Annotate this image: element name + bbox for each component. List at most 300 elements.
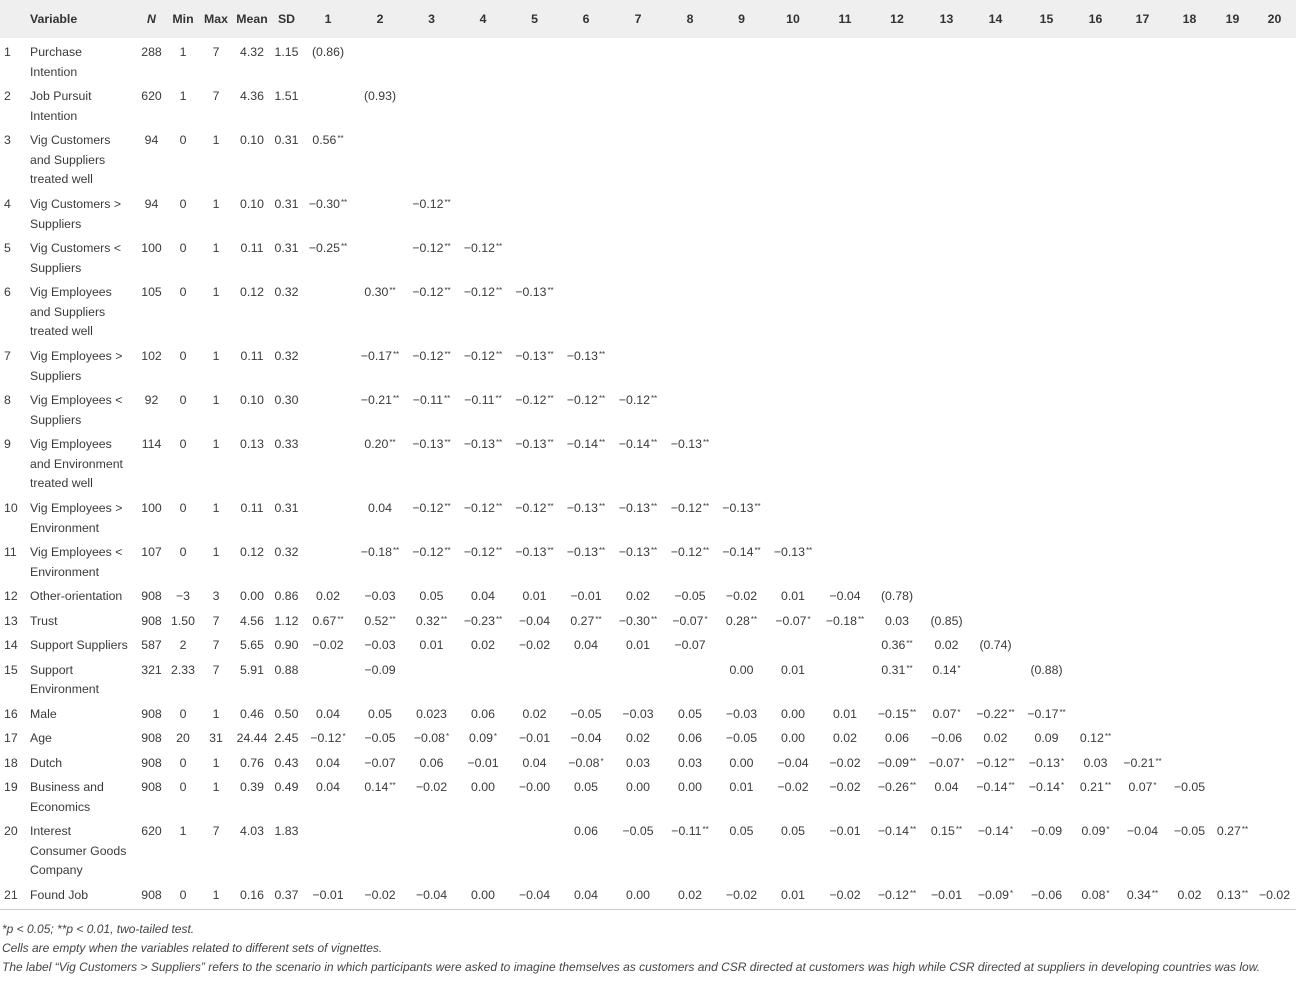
correlation-cell xyxy=(509,656,560,700)
header-col-7: 7 xyxy=(634,12,642,26)
correlation-cell xyxy=(1021,278,1072,342)
correlation-cell: 0.01 xyxy=(781,888,805,902)
cell-sd: 0.32 xyxy=(274,349,299,363)
correlation-cell xyxy=(302,538,354,582)
correlation-cell xyxy=(1119,700,1166,725)
correlation-cell xyxy=(1072,38,1119,82)
correlation-cell: 0.07* xyxy=(1128,780,1157,794)
correlation-cell xyxy=(1252,700,1296,725)
correlation-cell xyxy=(819,278,871,342)
correlation-cell xyxy=(716,430,767,494)
correlation-cell xyxy=(1021,190,1072,234)
table-row xyxy=(0,38,1296,82)
correlation-cell xyxy=(457,817,509,881)
correlation-cell xyxy=(612,656,664,700)
cell-max: 1 xyxy=(212,241,220,255)
cell-sd: 0.33 xyxy=(274,437,299,451)
correlation-cell: −0.18** xyxy=(360,545,400,559)
row-number: 6 xyxy=(4,285,11,299)
correlation-cell xyxy=(302,278,354,342)
correlation-cell xyxy=(354,38,406,82)
variable-label: Dutch xyxy=(30,755,63,770)
correlation-cell: 0.02 xyxy=(1177,888,1202,902)
correlation-cell: −0.01 xyxy=(930,888,963,902)
correlation-cell xyxy=(1072,538,1119,582)
cell-max: 31 xyxy=(209,731,223,745)
correlation-cell: −0.14** xyxy=(877,824,917,838)
correlation-cell: −0.13** xyxy=(515,285,554,299)
correlation-cell: −0.26** xyxy=(877,780,917,794)
cell-sd: 0.31 xyxy=(274,501,299,515)
correlation-cell xyxy=(716,126,767,190)
correlation-cell: −0.12** xyxy=(976,755,1015,770)
header-col-4: 4 xyxy=(479,12,487,26)
variable-label: Trust xyxy=(30,613,58,628)
header-col-n: N xyxy=(147,12,156,26)
table-row xyxy=(0,278,1296,342)
correlation-cell: 0.04 xyxy=(316,780,340,794)
row-number: 3 xyxy=(4,133,11,147)
correlation-cell xyxy=(871,342,923,386)
correlation-cell: 0.09 xyxy=(1034,731,1059,745)
correlation-cell: 0.04 xyxy=(934,780,959,794)
correlation-cell: −0.07* xyxy=(775,613,811,628)
correlation-cell xyxy=(716,386,767,430)
correlation-cell: −0.01 xyxy=(518,731,551,745)
correlation-cell: −0.04 xyxy=(1126,824,1159,838)
correlation-cell xyxy=(1252,342,1296,386)
correlation-cell: −0.13* xyxy=(1028,755,1065,770)
correlation-cell xyxy=(509,234,560,278)
correlation-cell: 0.03 xyxy=(626,755,650,770)
table-row xyxy=(0,817,1296,881)
table-row xyxy=(0,82,1296,126)
row-number: 10 xyxy=(4,501,18,515)
correlation-cell: 0.01 xyxy=(781,662,805,677)
correlation-cell: −0.13** xyxy=(463,437,503,451)
correlation-cell xyxy=(406,656,457,700)
variable-label: Interest Consumer Goods Company xyxy=(30,824,127,877)
correlation-cell xyxy=(871,126,923,190)
row-number: 15 xyxy=(4,662,18,677)
table-row xyxy=(0,342,1296,386)
correlation-cell xyxy=(664,234,716,278)
correlation-cell: −0.05 xyxy=(674,589,706,603)
correlation-cell xyxy=(1072,656,1119,700)
correlation-cell: −0.13** xyxy=(566,501,606,515)
cell-max: 1 xyxy=(212,780,220,794)
correlation-cell: −0.09 xyxy=(364,662,396,677)
correlation-cell: −0.02 xyxy=(518,638,551,652)
cell-sd: 1.51 xyxy=(274,89,299,103)
correlation-cell: −0.17** xyxy=(1027,706,1066,721)
correlation-cell: −0.05 xyxy=(622,824,654,838)
correlation-cell: −0.21** xyxy=(1123,755,1162,770)
correlation-cell: −0.13** xyxy=(515,437,554,451)
correlation-cell xyxy=(1119,607,1166,632)
correlation-cell xyxy=(819,126,871,190)
correlation-cell: 0.07* xyxy=(932,706,961,721)
cell-sd: 0.32 xyxy=(274,285,299,299)
correlation-cell xyxy=(970,38,1021,82)
variable-label: Male xyxy=(30,706,57,721)
correlation-cell xyxy=(1166,234,1213,278)
correlation-cell xyxy=(819,631,871,656)
correlation-cell: (0.88) xyxy=(1030,662,1063,677)
correlation-cell xyxy=(1213,773,1252,817)
correlation-cell: −0.09* xyxy=(977,888,1014,902)
correlation-cell xyxy=(560,234,612,278)
cell-n: 94 xyxy=(144,197,159,211)
correlation-cell: −0.13** xyxy=(773,545,813,559)
variable-cell xyxy=(0,190,136,234)
correlation-cell xyxy=(716,342,767,386)
cell-n: 620 xyxy=(141,89,162,103)
correlation-cell xyxy=(1021,342,1072,386)
correlation-cell xyxy=(1119,656,1166,700)
cell-n: 908 xyxy=(141,888,162,902)
correlation-cell xyxy=(1166,607,1213,632)
correlation-cell xyxy=(1213,494,1252,538)
correlation-cell: 0.34** xyxy=(1126,888,1159,902)
correlation-cell xyxy=(1252,38,1296,82)
correlation-cell xyxy=(716,82,767,126)
header-variable: Variable xyxy=(30,12,78,26)
correlation-cell xyxy=(1021,631,1072,656)
correlation-cell xyxy=(1119,126,1166,190)
variable-label: Business and Economics xyxy=(30,780,104,814)
correlation-cell xyxy=(1072,190,1119,234)
correlation-cell: −0.08* xyxy=(413,731,450,745)
cell-min: 0 xyxy=(179,241,187,255)
correlation-cell: −0.12** xyxy=(463,545,503,559)
cell-sd: 0.49 xyxy=(274,780,299,794)
correlation-cell xyxy=(406,817,457,881)
table-row xyxy=(0,494,1296,538)
correlation-cell: −0.05 xyxy=(364,731,396,745)
correlation-cell: 0.04 xyxy=(316,755,340,770)
correlation-cell xyxy=(1119,234,1166,278)
correlation-cell: −0.12** xyxy=(412,545,451,559)
cell-sd: 0.32 xyxy=(274,545,299,559)
variable-cell xyxy=(0,631,136,656)
cell-max: 7 xyxy=(212,662,220,677)
header-col-15: 15 xyxy=(1039,12,1054,26)
correlation-cell xyxy=(406,126,457,190)
table-row xyxy=(0,631,1296,656)
correlation-cell xyxy=(923,126,970,190)
correlation-cell xyxy=(1252,773,1296,817)
correlation-cell xyxy=(1166,278,1213,342)
cell-sd: 0.43 xyxy=(274,755,299,770)
correlation-cell xyxy=(767,342,819,386)
correlation-cell: −0.04 xyxy=(570,731,602,745)
header-col-14: 14 xyxy=(988,12,1003,26)
row-number: 16 xyxy=(4,706,18,721)
table-header-row xyxy=(0,0,1296,38)
correlation-cell xyxy=(1213,582,1252,607)
correlation-cell: −0.03 xyxy=(725,706,758,721)
correlation-cell: 0.13** xyxy=(1216,888,1249,902)
correlation-cell xyxy=(612,342,664,386)
correlation-cell xyxy=(767,38,819,82)
correlation-cell: −0.04 xyxy=(415,888,448,902)
cell-n: 908 xyxy=(141,780,162,794)
cell-mean: 5.91 xyxy=(240,662,264,677)
cell-mean: 4.36 xyxy=(240,89,264,103)
correlation-cell xyxy=(1072,631,1119,656)
correlation-cell xyxy=(767,190,819,234)
correlation-cell: 0.00 xyxy=(471,888,495,902)
row-number: 11 xyxy=(4,545,17,559)
cell-n: 100 xyxy=(141,501,162,515)
header-col-6: 6 xyxy=(582,12,590,26)
variable-label: Support Suppliers xyxy=(30,638,128,652)
variable-cell xyxy=(0,538,136,582)
correlation-cell xyxy=(1252,278,1296,342)
correlation-cell: (0.85) xyxy=(930,613,963,628)
correlation-cell: −0.12** xyxy=(877,888,917,902)
variable-label: Vig Customers < Suppliers xyxy=(30,241,122,275)
correlation-cell: −0.02 xyxy=(312,638,344,652)
table-row xyxy=(0,656,1296,700)
row-number: 13 xyxy=(4,613,18,628)
correlation-cell xyxy=(664,190,716,234)
cell-n: 908 xyxy=(141,755,162,770)
correlation-cell: 0.03 xyxy=(885,613,909,628)
correlation-cell xyxy=(1213,656,1252,700)
correlation-cell: −0.02 xyxy=(829,780,861,794)
cell-mean: 0.10 xyxy=(240,133,264,147)
correlation-cell xyxy=(1166,631,1213,656)
cell-min: 2.33 xyxy=(171,662,195,677)
cell-sd: 0.90 xyxy=(274,638,299,652)
cell-min: 0 xyxy=(179,545,187,559)
correlation-cell: 0.05 xyxy=(781,824,805,838)
correlation-cell xyxy=(612,234,664,278)
correlation-cell: −0.12** xyxy=(463,241,503,255)
correlation-cell: −0.08* xyxy=(568,755,604,770)
correlation-cell: 0.52** xyxy=(364,613,396,628)
correlation-cell xyxy=(1166,700,1213,725)
variable-label: Purchase Intention xyxy=(30,45,82,79)
correlation-cell xyxy=(1072,126,1119,190)
correlation-cell xyxy=(1072,607,1119,632)
correlation-cell xyxy=(664,342,716,386)
cell-mean: 0.10 xyxy=(240,197,264,211)
correlation-cell: −0.01 xyxy=(467,755,499,770)
correlation-cell xyxy=(767,430,819,494)
correlation-cell: 0.14* xyxy=(932,662,961,677)
cell-max: 1 xyxy=(212,706,220,721)
correlation-cell xyxy=(819,38,871,82)
correlation-cell xyxy=(560,82,612,126)
table-row xyxy=(0,749,1296,774)
cell-max: 1 xyxy=(212,755,220,770)
correlation-cell xyxy=(1213,82,1252,126)
cell-mean: 0.11 xyxy=(240,349,264,363)
cell-min: 0 xyxy=(179,197,187,211)
correlation-cell xyxy=(1252,817,1296,881)
correlation-cell: 0.05 xyxy=(729,824,754,838)
correlation-cell: −0.12** xyxy=(412,349,451,363)
correlation-cell: 0.06 xyxy=(574,824,598,838)
correlation-cell: 0.05 xyxy=(574,780,598,794)
correlation-cell: −0.12** xyxy=(670,545,710,559)
cell-n: 288 xyxy=(141,45,162,59)
correlation-cell: 0.02 xyxy=(522,706,547,721)
variable-cell xyxy=(0,234,136,278)
cell-max: 1 xyxy=(212,197,220,211)
correlation-cell: (0.93) xyxy=(363,89,397,103)
correlation-cell xyxy=(871,234,923,278)
correlation-cell xyxy=(1119,190,1166,234)
variable-cell xyxy=(0,700,136,725)
correlation-cell xyxy=(560,278,612,342)
cell-mean: 4.56 xyxy=(240,613,264,628)
correlation-cell xyxy=(1252,430,1296,494)
cell-sd: 0.86 xyxy=(274,589,299,603)
header-col-3: 3 xyxy=(428,12,435,26)
cell-n: 908 xyxy=(141,589,162,603)
correlation-cell: (0.74) xyxy=(979,638,1012,652)
header-col-19: 19 xyxy=(1225,12,1240,26)
correlation-cell: 0.01 xyxy=(626,638,650,652)
correlation-cell: −0.02 xyxy=(725,589,758,603)
correlation-cell xyxy=(923,582,970,607)
row-number: 20 xyxy=(4,824,18,838)
correlation-cell xyxy=(509,817,560,881)
correlation-cell: −0.02 xyxy=(829,755,861,770)
cell-n: 92 xyxy=(144,393,159,407)
header-col-12: 12 xyxy=(890,12,904,26)
correlation-cell: −0.15** xyxy=(877,706,917,721)
correlation-cell xyxy=(871,430,923,494)
cell-min: 2 xyxy=(179,638,187,652)
correlation-cell xyxy=(354,817,406,881)
variable-label: Vig Employees > Environment xyxy=(30,501,123,535)
correlation-cell: −0.12** xyxy=(463,349,503,363)
cell-sd: 0.50 xyxy=(274,706,299,721)
correlation-cell: 0.00 xyxy=(729,662,754,677)
header-col-10: 10 xyxy=(786,12,800,26)
correlation-cell xyxy=(612,38,664,82)
correlation-cell: 0.00 xyxy=(678,780,702,794)
correlation-cell: −0.14** xyxy=(722,545,761,559)
correlation-cell xyxy=(560,126,612,190)
correlation-cell xyxy=(509,190,560,234)
correlation-cell: −0.03 xyxy=(364,589,396,603)
correlation-cell xyxy=(1166,538,1213,582)
row-number: 14 xyxy=(4,638,18,652)
cell-min: 0 xyxy=(179,706,187,721)
correlation-cell xyxy=(1072,234,1119,278)
correlation-cell xyxy=(354,190,406,234)
correlation-cell xyxy=(871,538,923,582)
correlation-cell: 0.04 xyxy=(316,706,340,721)
correlation-cell xyxy=(923,190,970,234)
correlation-cell xyxy=(970,126,1021,190)
correlation-cell: 0.20** xyxy=(364,437,396,451)
correlation-cell xyxy=(1166,749,1213,774)
correlation-cell: 0.15** xyxy=(930,824,963,838)
correlation-cell xyxy=(1213,38,1252,82)
header-col-9: 9 xyxy=(738,12,745,26)
correlation-cell xyxy=(970,430,1021,494)
correlation-cell: −0.01 xyxy=(570,589,602,603)
correlation-cell: −0.23** xyxy=(463,613,503,628)
variable-label: Vig Employees and Suppliers treated well xyxy=(30,285,112,338)
cell-n: 102 xyxy=(141,349,162,363)
correlation-cell: −0.25** xyxy=(308,241,348,255)
correlation-cell: 0.02 xyxy=(471,638,495,652)
cell-n: 908 xyxy=(141,613,162,628)
correlation-cell: 0.21** xyxy=(1079,780,1112,794)
cell-mean: 0.39 xyxy=(240,780,264,794)
correlation-cell xyxy=(1021,582,1072,607)
cell-mean: 0.10 xyxy=(240,393,264,407)
correlation-cell: −0.12** xyxy=(463,285,503,299)
cell-max: 7 xyxy=(212,89,220,103)
correlation-cell xyxy=(1213,631,1252,656)
correlation-cell xyxy=(1166,656,1213,700)
row-number: 2 xyxy=(4,89,11,103)
cell-mean: 0.13 xyxy=(240,437,264,451)
correlation-cell: −0.02 xyxy=(829,888,861,902)
correlation-cell: −0.11** xyxy=(671,824,709,838)
correlation-cell xyxy=(302,430,354,494)
correlation-cell xyxy=(1213,538,1252,582)
correlation-cell: −0.22** xyxy=(976,706,1015,721)
correlation-cell xyxy=(302,342,354,386)
cell-n: 100 xyxy=(141,241,162,255)
correlation-cell xyxy=(1252,631,1296,656)
correlation-cell xyxy=(1072,494,1119,538)
correlation-cell: 0.02 xyxy=(983,731,1008,745)
correlation-cell: −0.01 xyxy=(829,824,861,838)
correlation-cell: 0.01 xyxy=(522,589,547,603)
correlation-cell xyxy=(871,494,923,538)
variable-cell xyxy=(0,342,136,386)
correlation-cell xyxy=(923,538,970,582)
cell-sd: 2.45 xyxy=(274,731,299,745)
variable-cell xyxy=(0,881,136,909)
cell-n: 620 xyxy=(141,824,162,838)
row-number: 8 xyxy=(4,393,11,407)
correlation-cell xyxy=(1119,631,1166,656)
cell-mean: 0.11 xyxy=(240,501,264,515)
correlation-cell: 0.00 xyxy=(626,888,650,902)
table-row xyxy=(0,700,1296,725)
header-col-sd: SD xyxy=(277,12,296,26)
cell-min: 0 xyxy=(179,888,187,902)
correlation-cell xyxy=(1119,38,1166,82)
correlation-cell xyxy=(664,38,716,82)
variable-cell xyxy=(0,430,136,494)
correlation-cell xyxy=(1213,749,1252,774)
correlation-cell xyxy=(1072,386,1119,430)
correlation-cell xyxy=(716,631,767,656)
header-col-mean: Mean xyxy=(236,12,268,26)
correlation-cell xyxy=(767,234,819,278)
correlation-cell: 0.27** xyxy=(1216,824,1249,838)
correlation-cell xyxy=(970,82,1021,126)
note-significance: *p < 0.05; **p < 0.01, two-tailed test. xyxy=(2,922,195,936)
cell-min: 0 xyxy=(179,780,187,794)
correlation-cell xyxy=(923,386,970,430)
correlation-cell xyxy=(1072,82,1119,126)
correlation-cell: 0.00 xyxy=(626,780,650,794)
